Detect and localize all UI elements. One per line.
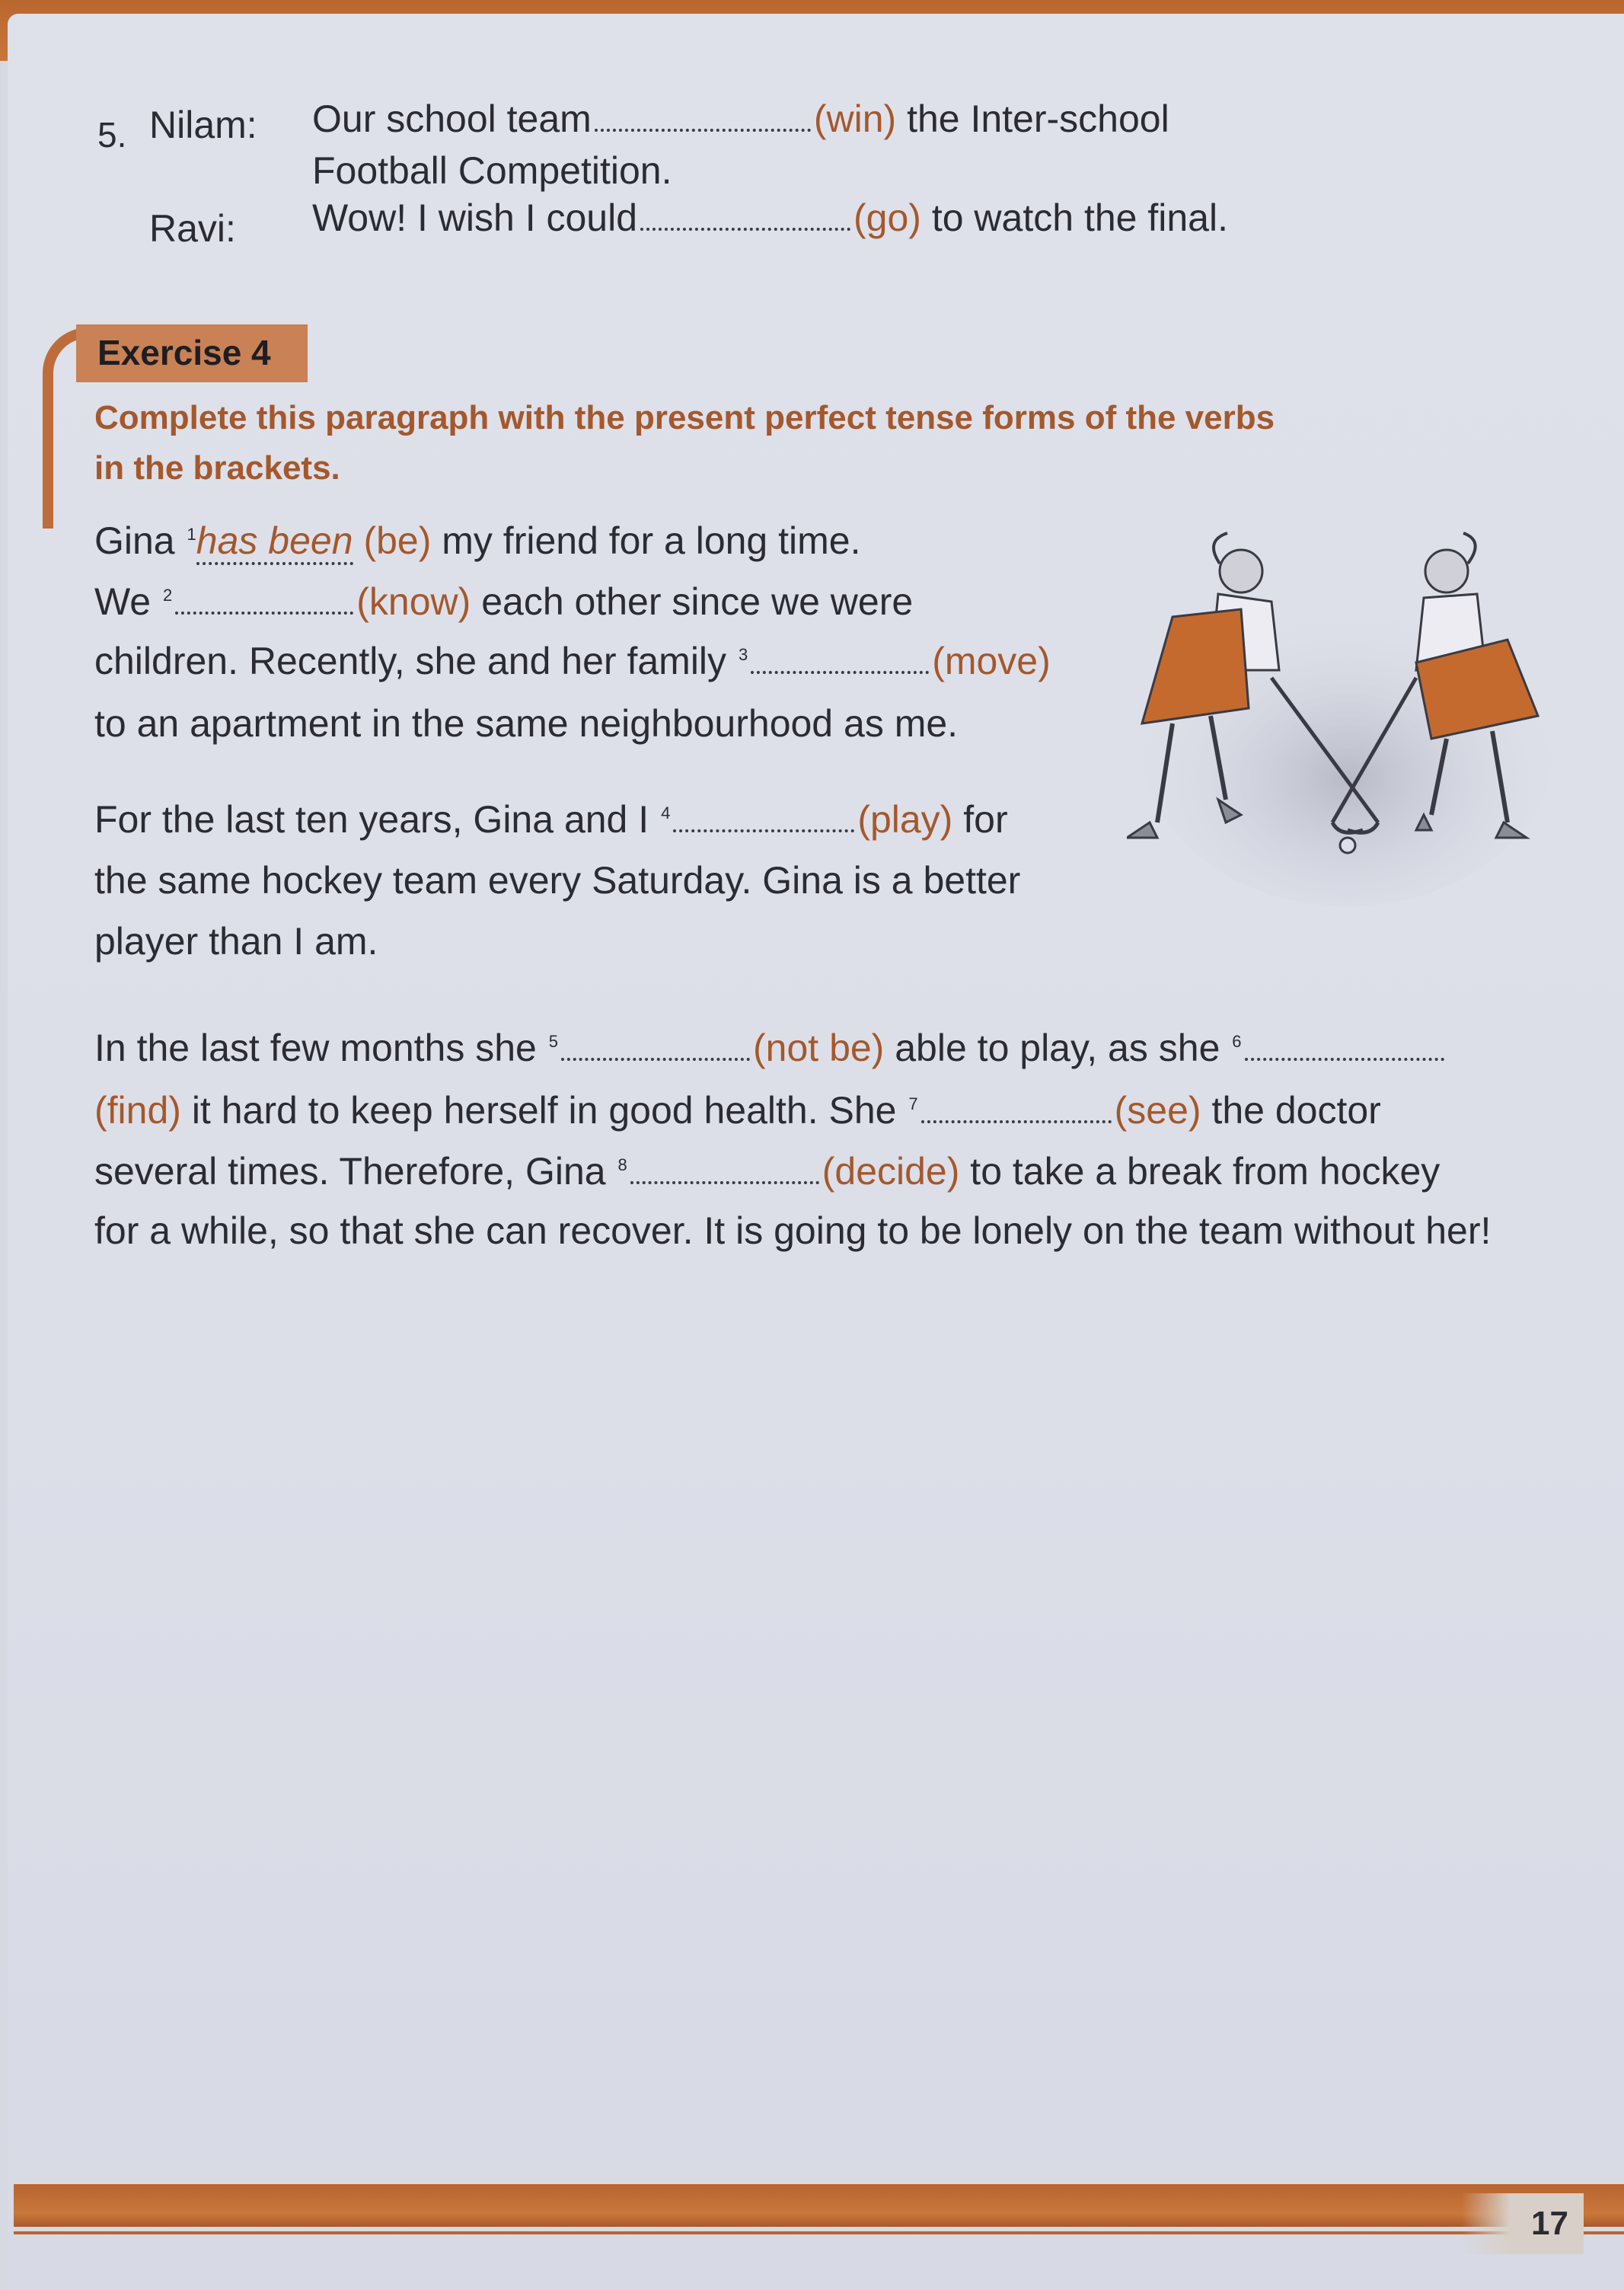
blank-5[interactable] — [561, 1050, 750, 1061]
para2-line-1 — [94, 797, 1008, 842]
para3-text: to take a break from hockey — [970, 1150, 1441, 1193]
verb-decide: (decide) — [822, 1150, 960, 1193]
para1-line-1 — [94, 518, 861, 564]
para3-line-2 — [94, 1088, 1381, 1133]
ravi-line — [312, 195, 1228, 241]
blank-number-8: 8 — [617, 1155, 627, 1175]
blank-number-4: 4 — [661, 803, 671, 823]
para3-text: In the last few months she — [94, 1027, 537, 1069]
para3-text: able to play, as she — [895, 1027, 1220, 1069]
para1-line-3 — [94, 638, 1051, 684]
para1-text: Gina — [94, 519, 175, 562]
verb-not-be: (not be) — [753, 1027, 885, 1069]
para3-line-1 — [94, 1025, 1447, 1071]
para3-text: several times. Therefore, Gina — [94, 1150, 606, 1193]
blank-number-1: 1 — [187, 525, 196, 545]
para3-line-4: for a while, so that she can recover. It is going to be lonely on the team without her! — [94, 1209, 1492, 1252]
blank-number-7: 7 — [908, 1094, 918, 1114]
verb-see: (see) — [1114, 1089, 1201, 1132]
speaker-nilam: Nilam: — [149, 104, 257, 146]
exercise-label: Exercise 4 — [97, 333, 271, 372]
verb-play: (play) — [857, 798, 953, 841]
para1-line-4: to an apartment in the same neighbourhood as me. — [94, 702, 959, 745]
nilam-line-2: Football Competition. — [312, 149, 672, 192]
instruction-line-2: in the brackets. — [94, 449, 340, 487]
verb-go: (go) — [853, 196, 921, 239]
para1-text: my friend for a long time. — [442, 519, 861, 562]
blank-number-2: 2 — [163, 586, 173, 605]
speaker-ravi: Ravi: — [149, 207, 236, 250]
verb-move: (move) — [932, 640, 1051, 682]
blank-number-3: 3 — [738, 645, 748, 665]
blank-go[interactable] — [640, 220, 850, 231]
verb-win: (win) — [813, 97, 897, 140]
page-number: 17 — [1462, 2193, 1584, 2254]
blank-2[interactable] — [175, 604, 353, 615]
nilam-line-1 — [312, 96, 1169, 142]
nilam-text-b: the Inter-school — [907, 97, 1169, 140]
para2-line-2: the same hockey team every Saturday. Gina is a better — [94, 859, 1021, 902]
verb-know: (know) — [356, 580, 471, 623]
verb-find: (find) — [94, 1089, 181, 1132]
blank-number-6: 6 — [1232, 1032, 1242, 1052]
para3-text: the doctor — [1211, 1089, 1381, 1132]
answer-example: has been — [196, 519, 353, 565]
blank-6[interactable] — [1245, 1050, 1444, 1061]
footer-line — [14, 2231, 1624, 2234]
ravi-text-a: Wow! I wish I could — [312, 196, 638, 239]
para2-line-3: player than I am. — [94, 920, 378, 963]
blank-7[interactable] — [921, 1113, 1112, 1123]
para1-line-2 — [94, 579, 913, 624]
para3-line-3 — [94, 1148, 1440, 1194]
blank-4[interactable] — [673, 822, 854, 832]
para1-text: each other since we were — [481, 580, 914, 623]
verb-be: (be) — [363, 519, 432, 562]
para1-text: We — [94, 580, 152, 623]
ravi-text-b: to watch the final. — [931, 196, 1228, 239]
footer-band — [14, 2184, 1624, 2227]
blank-8[interactable] — [630, 1174, 819, 1184]
blank-3[interactable] — [751, 663, 929, 674]
ball-icon — [1340, 838, 1355, 853]
hockey-players-illustration — [1127, 518, 1553, 914]
item-number: 5. — [97, 115, 127, 155]
para2-text: For the last ten years, Gina and I — [94, 798, 649, 841]
para3-text: it hard to keep herself in good health. She — [191, 1089, 897, 1132]
blank-number-5: 5 — [548, 1032, 559, 1052]
para2-text: for — [963, 798, 1008, 841]
blank-win[interactable] — [595, 121, 811, 132]
para1-text: children. Recently, she and her family — [94, 640, 727, 682]
nilam-text-a: Our school team — [312, 97, 592, 140]
instruction-line-1: Complete this paragraph with the present perfect tense forms of the verbs — [94, 399, 1275, 436]
